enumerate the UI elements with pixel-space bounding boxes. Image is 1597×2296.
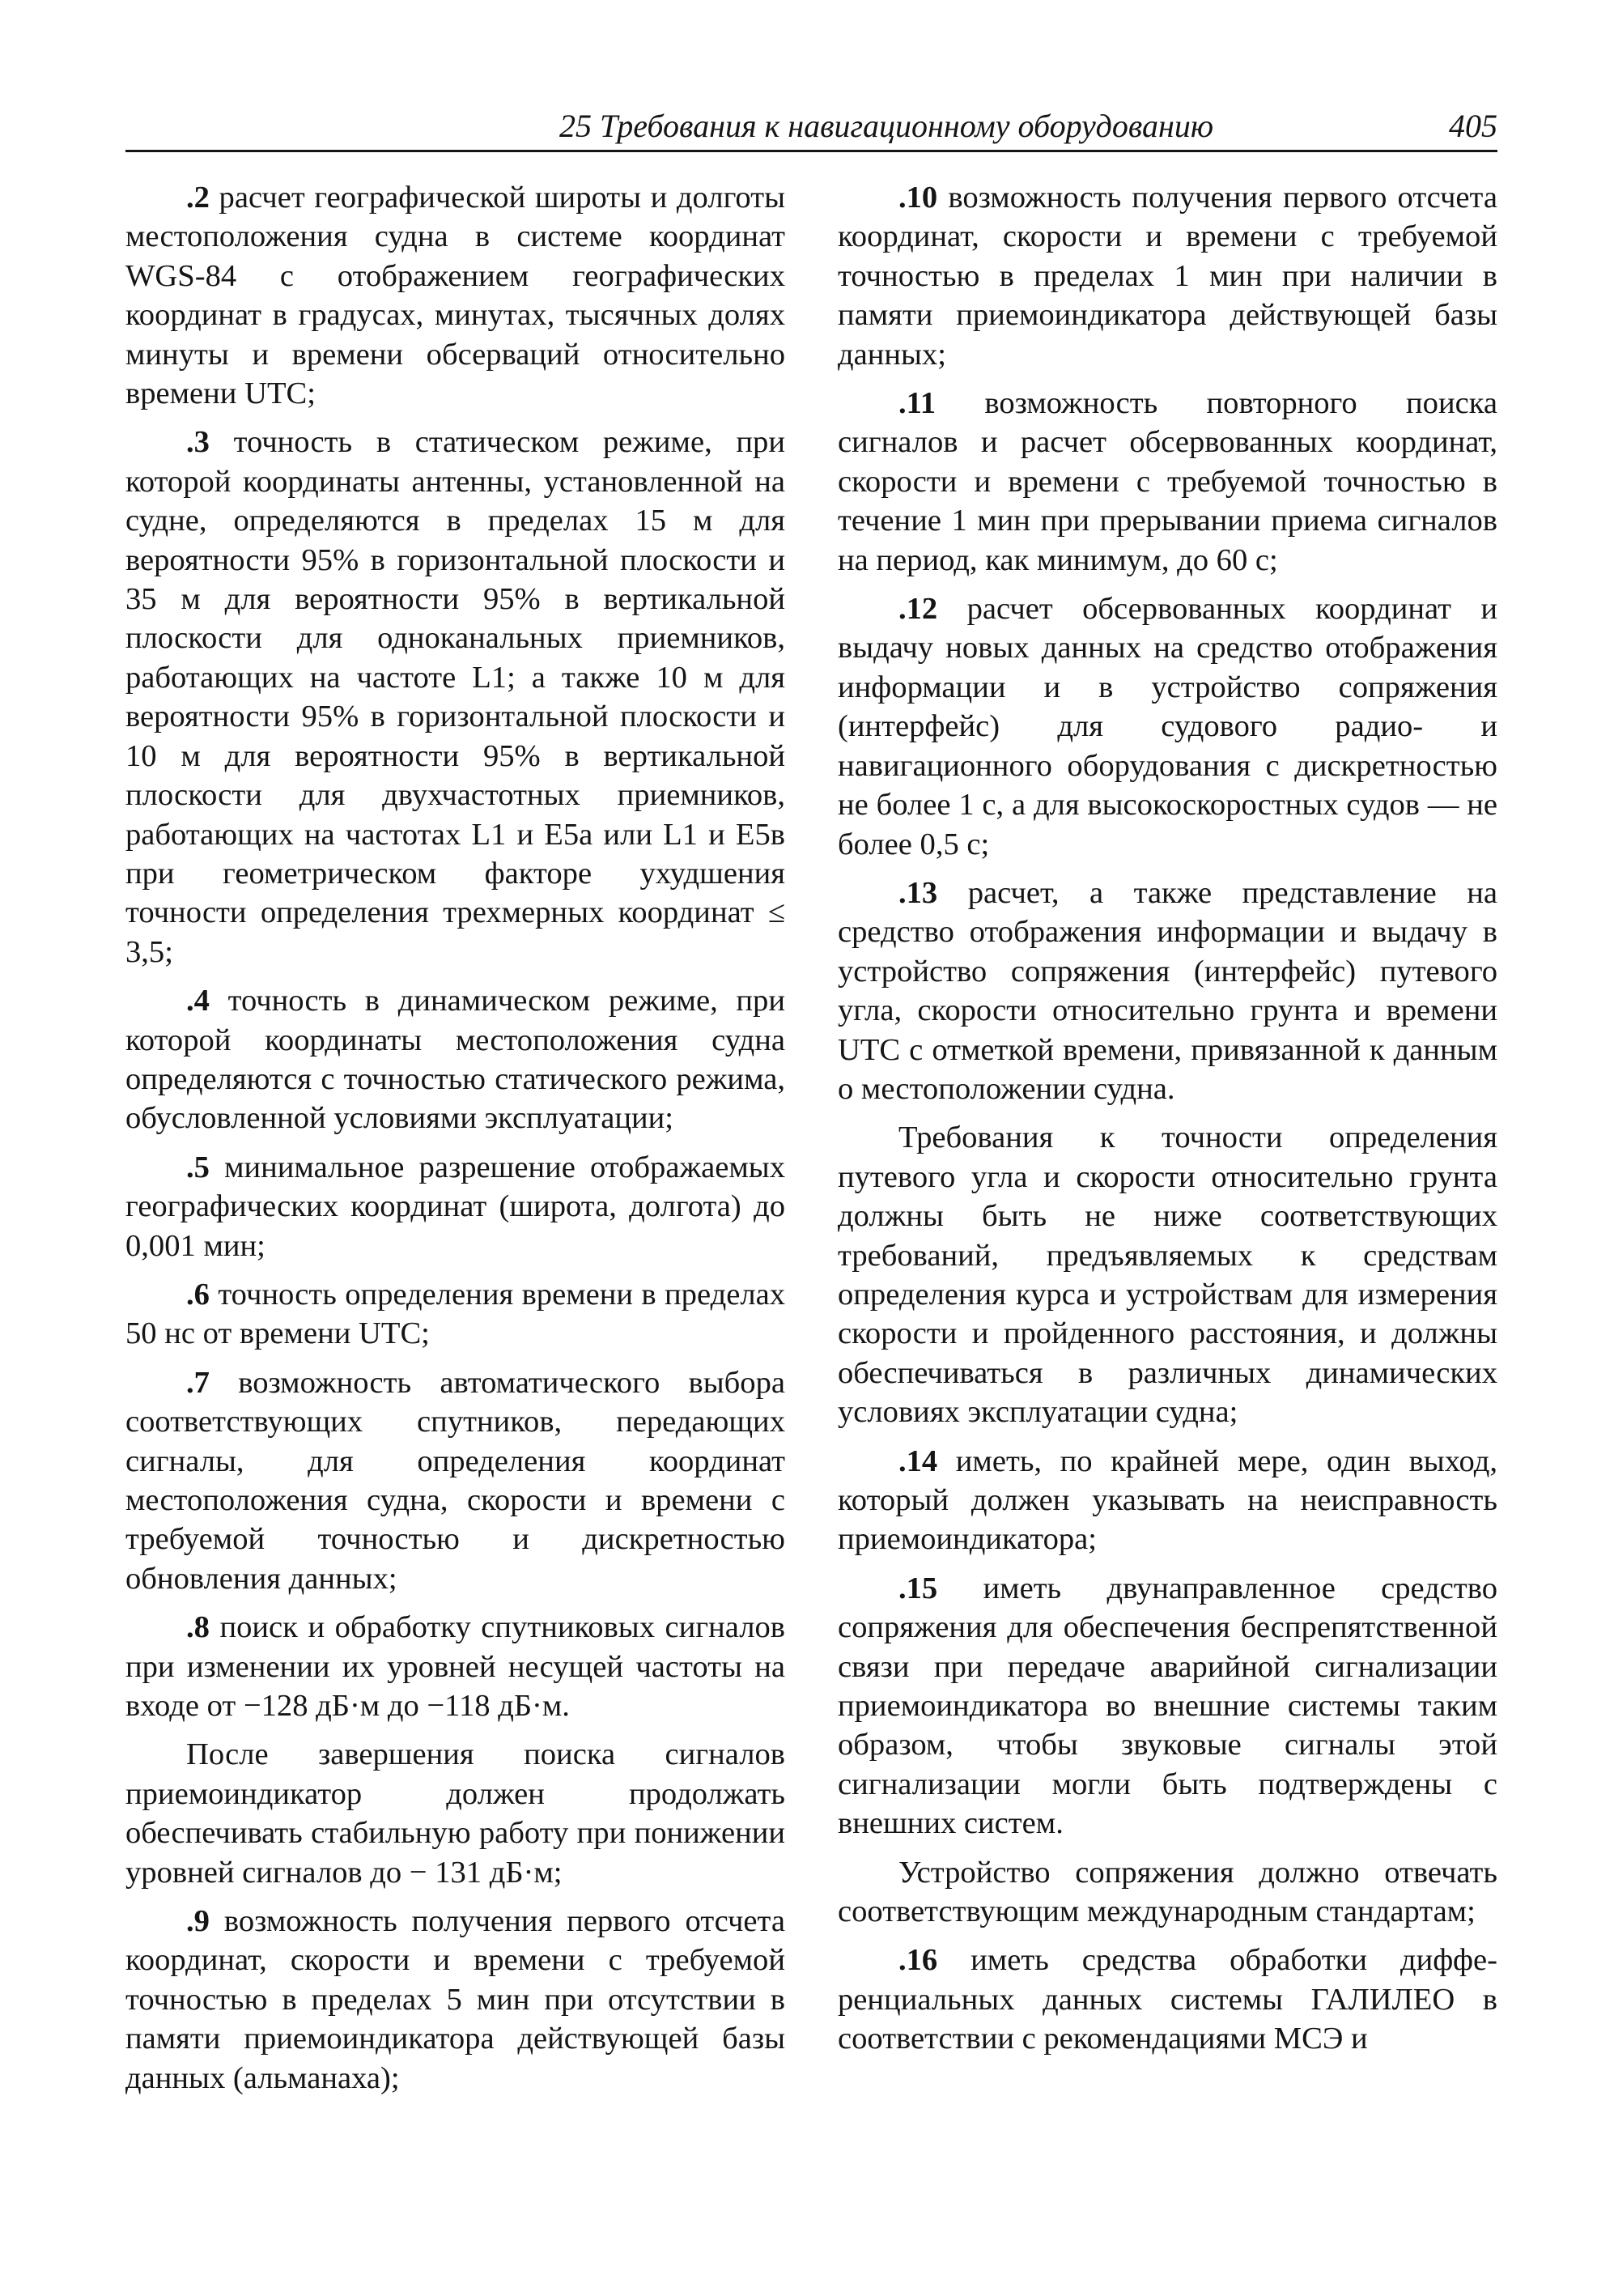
item-text: возможность получения первого отсчета координат, скорости и времени с требуемой точностью в пределах 5 мин при отсутствии в памяти приемоиндикатора действующей базы данных (альманаха); <box>125 1904 785 2095</box>
item-number: .3 <box>186 425 210 460</box>
item-text: иметь, по крайней мере, один выход, который должен указывать на неисправность приемоиндикатора; <box>838 1444 1497 1557</box>
list-item-13 <box>838 874 1497 1108</box>
item-text: возможность получения первого отсчета координат, скорости и времени с требуемой точностью в пределах 1 мин при наличии в памяти приемоиндикатора действующей базы данных; <box>838 181 1497 372</box>
list-item-10 <box>838 178 1497 374</box>
item-text: расчет географической широты и долготы местоположения судна в системе координат WGS-84 с отображением географических координат в градусах, минутах, тысячных долях минуты и времени обсерваций относительно времени UTC; <box>125 181 785 411</box>
running-header <box>125 105 1497 147</box>
item-text: возможность повторного поиска сигналов и расчет обсервованных координат, скорости и времени с требуемой точностью в течение 1 мин при прерывании приема сигналов на период, как минимум, до 60 с; <box>838 386 1497 577</box>
left-column <box>125 178 785 2107</box>
item-number: .9 <box>186 1904 210 1939</box>
item-text: расчет, а также представление на средство отображения информации и выдачу в устройство сопряжения (интерфейс) путевого угла, скорости относительно грунта и времени UTC с отметкой времени, привязанной к данным о местоположении судна. <box>838 875 1497 1106</box>
item-text: минимальное разрешение отображаемых географических координат (широта, долгота) до 0,001 мин; <box>125 1150 785 1263</box>
list-item-6 <box>125 1275 785 1354</box>
item-number: .11 <box>898 386 937 421</box>
item-text: Требования к точности определения путевого угла и скорости относительно грунта должны быть не ниже соответствующих требований, предъявляемых к средствам определения курса и устройствам для измерения скорости и пройденного расстояния, и должны обеспечиваться в различных динамических условиях эксплуатации судна; <box>838 1120 1497 1430</box>
item-number: .16 <box>898 1943 938 1978</box>
item-text: иметь средства обработки дифференциальных данных системы ГАЛИЛЕО в соответствии с рекомендациями МСЭ и <box>838 1943 1497 2056</box>
item-number: .13 <box>898 875 938 910</box>
item-text: расчет обсервованных координат и выдачу новых данных на средство отображения информации и в устройство сопряжения (интерфейс) для судового радио- и навигационного оборудования с дискретностью не более 1 с, а для высокоскоростных судов — не более 0,5 с; <box>838 592 1497 861</box>
item-number: .8 <box>186 1610 210 1645</box>
list-item-16 <box>838 1941 1497 2058</box>
list-item-11 <box>838 384 1497 580</box>
item-number: .5 <box>186 1150 210 1184</box>
list-item-12 <box>838 589 1497 864</box>
item-text: возможность автоматического выбора соответствующих спутников, передающих сигналы, для определения координат местоположения судна, скорости и времени с требуемой точностью и дискретностью обновления данных; <box>125 1365 785 1596</box>
list-item-3 <box>125 423 785 972</box>
item-text: После завершения поиска сигналов приемоиндикатор должен продолжать обеспечивать стабильную работу при понижении уровней сигналов до − 131 дБ·м; <box>125 1737 785 1890</box>
item-text: точность в динамическом режиме, при которой координаты местоположения судна определяются с точностью статического режима, обусловленной условиями эксплуатации; <box>125 984 785 1136</box>
page-number: 405 <box>1449 108 1497 144</box>
paragraph <box>125 1735 785 1892</box>
list-item-5 <box>125 1148 785 1265</box>
item-number: .4 <box>186 984 210 1018</box>
right-column <box>838 178 1497 2069</box>
item-text: Устройство сопряжения должно отвечать соответствующим международным стандартам; <box>838 1855 1497 1929</box>
list-item-9 <box>125 1902 785 2098</box>
item-text: точность в статическом режиме, при которой координаты антенны, установленной на судне, определяются в пределах 15 м для вероятности 95% в горизонтальной плоскости и 35 м для вероятности 95% в вертикальной плоскости для одноканальных приемников, работающих на частоте L1; а также 10 м для вероятности 95% в горизонтальной плоскости и 10 м для вероятности 95% в вертикальной плоскости для двухчастотных приемников, работающих на частотах L1 и E5a или L1 и E5в при геометрическом факторе ухудшения точности определения трехмерных координат ≤ 3,5; <box>125 425 785 969</box>
item-text: точность определения времени в пределах 50 нс от времени UTC; <box>125 1277 785 1351</box>
item-text: иметь двунаправленное средство сопряжения для обеспечения беспрепятственной связи при передаче аварийной сигнализации приемоиндикатора во внешние системы таким образом, чтобы звуковые сигналы этой сигнализации могли быть подтверждены с внешних систем. <box>838 1571 1497 1841</box>
list-item-15 <box>838 1569 1497 1843</box>
list-item-8 <box>125 1608 785 1725</box>
list-item-4 <box>125 981 785 1138</box>
paragraph <box>838 1853 1497 1932</box>
item-number: .7 <box>186 1365 210 1400</box>
item-number: .15 <box>898 1571 938 1605</box>
list-item-14 <box>838 1442 1497 1559</box>
item-number: .2 <box>186 181 210 215</box>
item-number: .12 <box>898 592 938 627</box>
item-number: .14 <box>898 1444 938 1478</box>
item-number: .6 <box>186 1277 210 1312</box>
item-text: поиск и обработку спутниковых сигналов при изменении их уровней несущей частоты на входе от −128 дБ·м до −118 дБ·м. <box>125 1610 785 1724</box>
header-divider <box>125 150 1497 152</box>
paragraph <box>838 1118 1497 1431</box>
item-number: .10 <box>898 181 938 215</box>
list-item-7 <box>125 1363 785 1598</box>
header-title: 25 Требования к навигационному оборудованию <box>559 108 1214 144</box>
list-item-2 <box>125 178 785 413</box>
